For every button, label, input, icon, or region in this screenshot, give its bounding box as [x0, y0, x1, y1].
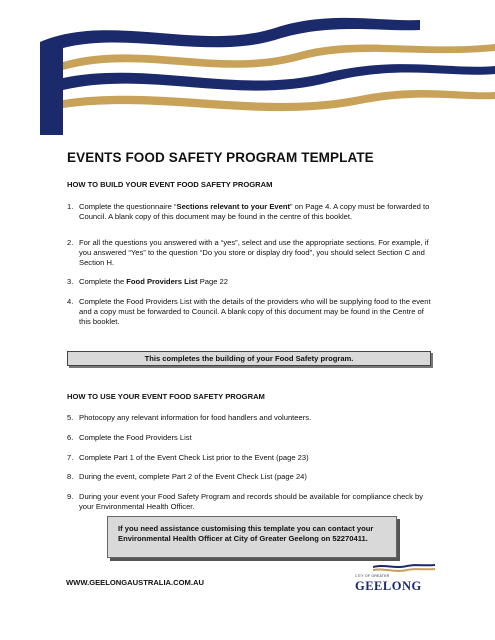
step-text: Complete the Food Providers List	[79, 433, 192, 442]
completion-note-box: This completes the building of your Food Safety program.	[67, 351, 431, 366]
build-step-3	[67, 277, 437, 287]
geelong-logo	[355, 563, 435, 597]
assistance-callout-box	[107, 516, 397, 558]
gold-wave-2	[63, 90, 495, 111]
footer-website-link[interactable]: WWW.GEELONGAUSTRALIA.COM.AU	[66, 578, 204, 587]
step-number: 9.	[67, 492, 74, 501]
navy-vertical-bar	[40, 42, 63, 135]
use-step-8	[67, 472, 437, 482]
step-text: During the event, complete Part 2 of the Event Check List (page 24)	[79, 472, 307, 481]
header-banner-graphic	[0, 0, 495, 135]
use-step-7	[67, 453, 437, 463]
page-title: EVENTS FOOD SAFETY PROGRAM TEMPLATE	[67, 150, 374, 165]
build-step-4	[67, 297, 437, 327]
use-section-heading: HOW TO USE YOUR EVENT FOOD SAFETY PROGRAM	[67, 392, 265, 401]
step-text: Complete Part 1 of the Event Check List prior to the Event (page 23)	[79, 453, 309, 462]
build-step-2	[67, 238, 437, 268]
step-number: 8.	[67, 472, 74, 481]
use-step-5	[67, 413, 437, 423]
step-number: 3.	[67, 277, 74, 286]
step-number: 5.	[67, 413, 74, 422]
build-section-heading: HOW TO BUILD YOUR EVENT FOOD SAFETY PROGRAM	[67, 180, 273, 189]
step-number: 6.	[67, 433, 74, 442]
step-text: Complete the questionnaire “Sections relevant to your Event” on Page 4. A copy must be forwarded to Council. A blank copy of this document may be found in the centre of this booklet.	[79, 202, 430, 221]
step-text: Photocopy any relevant information for food handlers and volunteers.	[79, 413, 312, 422]
step-text: Complete the Food Providers List Page 22	[79, 277, 228, 286]
logo-geelong-text: GEELONG	[355, 579, 422, 593]
use-step-6	[67, 433, 437, 443]
step-text: For all the questions you answered with a “yes”, select and use the appropriate sections. For example, if you answered “Yes” to the question “Do you store or display dry food”, you should select Section C and Section H.	[79, 238, 429, 267]
navy-wave-middle	[63, 64, 495, 90]
assistance-text: If you need assistance customising this template you can contact your Environmental Health Officer at City of Greater Geelong on 52270411.	[118, 524, 374, 543]
use-step-9	[67, 492, 437, 512]
step-number: 1.	[67, 202, 74, 211]
step-number: 7.	[67, 453, 74, 462]
step-number: 2.	[67, 238, 74, 247]
logo-city-of-greater-text: CITY OF GREATER	[355, 574, 390, 578]
step-text: During your event your Food Safety Program and records should be available for compliance check by your Environmental Health Officer.	[79, 492, 424, 511]
step-text: Complete the Food Providers List with the details of the providers who will be supplying food to the event and a copy must be forwarded to Council. A blank copy of this document may be found in the Centre of this booklet.	[79, 297, 431, 326]
step-number: 4.	[67, 297, 74, 306]
build-step-1	[67, 202, 437, 222]
